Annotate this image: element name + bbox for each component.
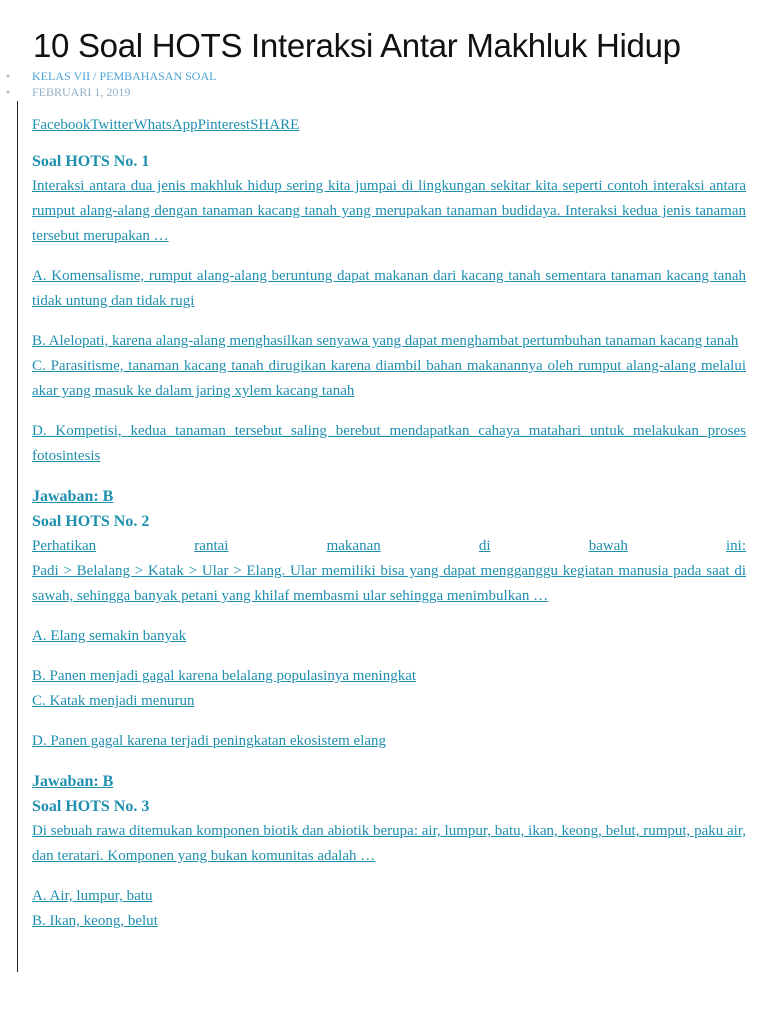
question-1-option-b[interactable]: B. Alelopati, karena alang-alang menghasilkan senyawa yang dapat menghambat pertumbuhan tanaman kacang tanah [32,333,739,349]
intro-word: makanan [326,538,381,554]
share-whatsapp-link[interactable]: WhatsApp [133,117,198,133]
intro-word: Perhatikan [32,538,97,554]
intro-word: bawah [588,538,628,554]
share-button[interactable]: SHARE [250,117,300,133]
intro-word: rantai [194,538,229,554]
question-1-option-d[interactable]: D. Kompetisi, kedua tanaman tersebut saling berebut mendapatkan cahaya matahari untuk melakukan proses fotosintesis [32,423,746,464]
question-2-answer[interactable]: Jawaban: B [32,773,114,790]
question-2-heading: Soal HOTS No. 2 [32,513,150,530]
share-pinterest-link[interactable]: Pinterest [197,117,251,133]
bullet-icon: • [6,85,11,99]
question-2-option-a[interactable]: A. Elang semakin banyak [32,628,187,644]
page-title: 10 Soal HOTS Interaksi Antar Makhluk Hidup [33,27,681,64]
question-2-text[interactable]: Padi > Belalang > Katak > Ular > Elang. Ular memiliki bisa yang dapat mengganggu kegiatan manusia pada saat di sawah, sehingga banyak petani yang khilaf membasmi ular sehingga menimbulkan … [32,563,746,604]
question-3-option-b[interactable]: B. Ikan, keong, belut [32,913,158,929]
share-facebook-link[interactable]: Facebook [32,117,91,133]
share-twitter-link[interactable]: Twitter [90,117,134,133]
question-1-option-a[interactable]: A. Komensalisme, rumput alang-alang beruntung dapat makanan dari kacang tanah sementara tanaman kacang tanah tidak untung dan tidak rugi [32,268,746,309]
meta-date [0,84,216,100]
question-1-option-c[interactable]: C. Parasitisme, tanaman kacang tanah dirugikan karena diambil bahan makanannya oleh rumput alang-alang melalui akar yang masuk ke dalam jaring xylem kacang tanah [32,358,746,399]
intro-word: di [478,538,491,554]
share-bar [32,113,746,138]
question-3-heading: Soal HOTS No. 3 [32,798,150,815]
post-date: FEBRUARI 1, 2019 [32,85,131,99]
category-link[interactable]: KELAS VII / PEMBAHASAN SOAL [32,69,217,83]
question-2-option-d[interactable]: D. Panen gagal karena terjadi peningkatan ekosistem elang [32,733,387,749]
question-1-answer[interactable]: Jawaban: B [32,488,114,505]
intro-word: ini: [725,538,746,554]
question-1-text[interactable]: Interaksi antara dua jenis makhluk hidup sering kita jumpai di lingkungan sekitar kita seperti contoh interaksi antara rumput alang-alang dengan tanaman kacang tanah yang merupakan tanaman budidaya. Interaksi kedua jenis tanaman tersebut merupakan … [32,178,746,244]
question-3-option-a[interactable]: A. Air, lumpur, batu [32,888,153,904]
bullet-icon: • [6,69,11,83]
question-3-text[interactable]: Di sebuah rawa ditemukan komponen biotik dan abiotik berupa: air, lumpur, batu, ikan, keong, belut, rumput, paku air, dan teratari. Komponen yang bukan komunitas adalah … [32,823,746,864]
question-2-option-c[interactable]: C. Katak menjadi menurun [32,693,195,709]
content-left-rule [17,101,18,972]
post-meta [0,68,216,100]
question-2-intro[interactable] [32,534,746,559]
question-1-heading: Soal HOTS No. 1 [32,153,150,170]
meta-category[interactable] [0,68,216,84]
article-body [32,112,746,934]
question-2-option-b[interactable]: B. Panen menjadi gagal karena belalang populasinya meningkat [32,668,417,684]
